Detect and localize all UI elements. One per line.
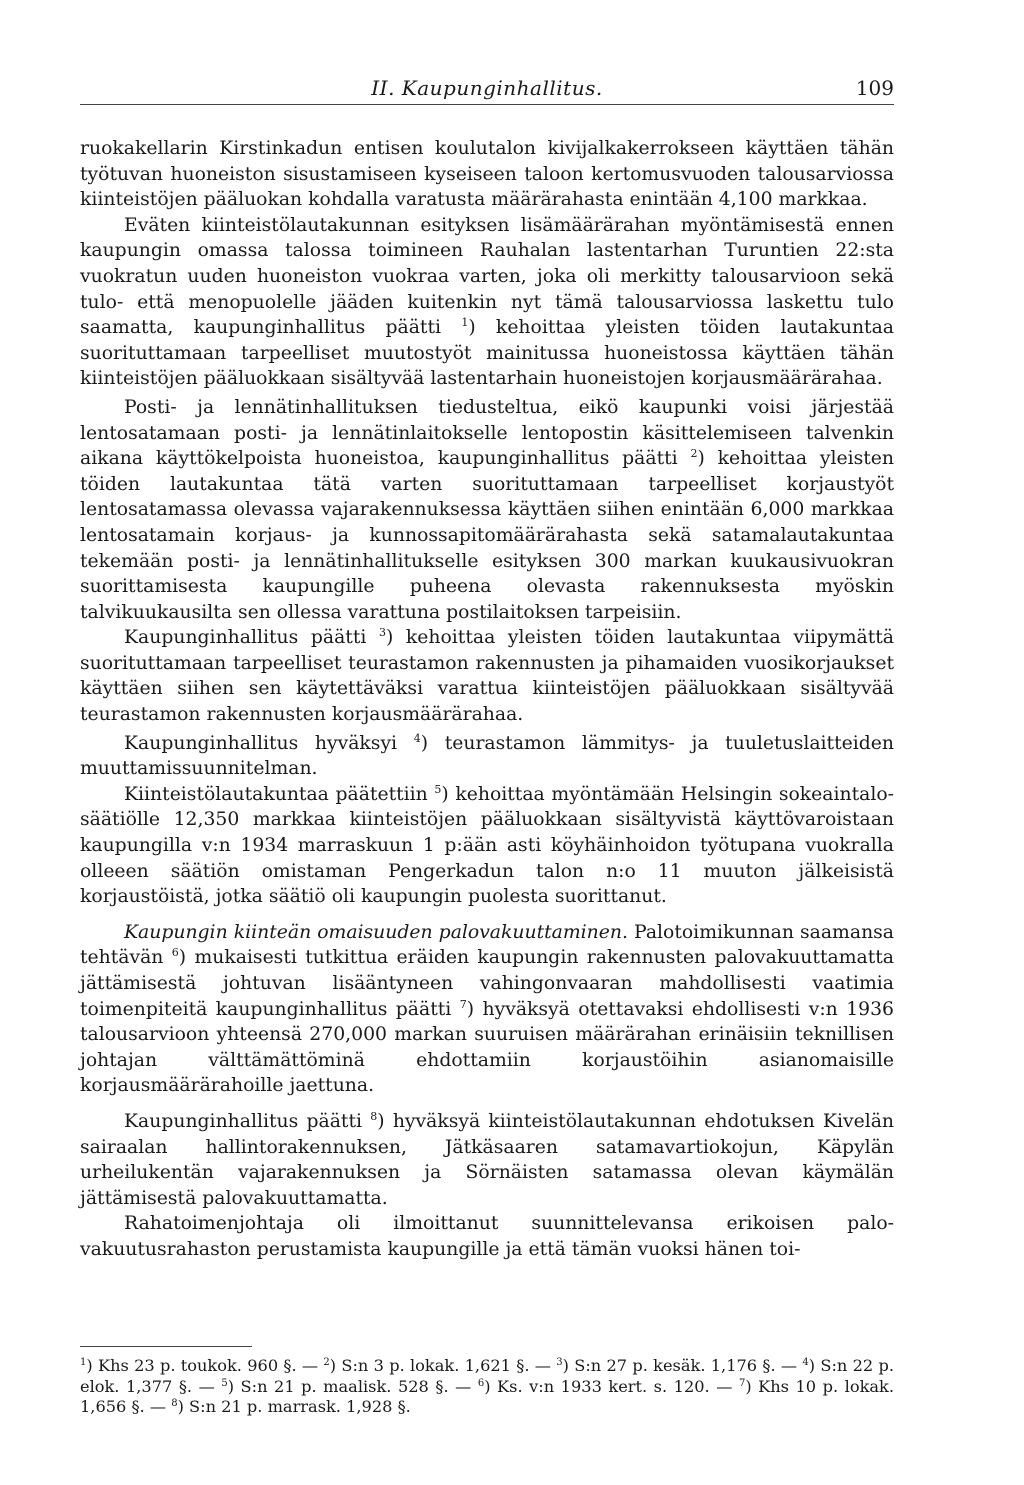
text-run: ) teurastamon lämmitys- ja tuuletuslaitteiden muuttamissuunnitelman.: [80, 732, 894, 780]
text-run: ) Khs 23 p. toukok. 960 §. —: [86, 1356, 324, 1375]
text-run: ) S:n 3 p. lokak. 1,621 §. —: [329, 1356, 557, 1375]
footnote-marker: 5: [221, 1377, 228, 1389]
text-run: ruokakellarin Kirstinkadun entisen koulutalon kivijalkakerrokseen käyttäen tähän työtuvan huoneiston sisustamiseen kyseiseen taloon kertomusvuoden talousarviossa kiinteistöjen pääluokan kohdalla varatusta määrärahasta enintään 4,100 markkaa.: [80, 138, 894, 211]
text-run: Kaupunginhallitus päätti: [124, 1110, 371, 1132]
text-run: Rahatoimenjohtaja oli ilmoittanut suunnittelevansa erikoisen palovakuutusrahaston perustamista kaupungille ja että tämän vuoksi hänen toi-: [80, 1213, 894, 1260]
paragraph: [80, 1109, 894, 1211]
text-run: Palotoimikunnan saamansa tehtävän: [80, 921, 894, 969]
running-header: [80, 74, 894, 105]
footnote-marker: 3: [556, 1357, 563, 1368]
text-run: ) S:n 21 p. maalisk. 528 §. —: [227, 1376, 478, 1396]
text-run: ) kehoittaa myöntämään Helsingin sokeaintalo-säätiölle 12,350 markkaa kiinteistöjen pääluokkaan sisältyvistä käyttövaroistaan kaupungilla v:n 1934 marraskuun 1 p:ään asti köyhäinhoidon työtupana vuokralla olleeen säätiön omistaman Pengerkadun talon n:o 11 muuton jälkeisistä korjaustöistä, jotka säätiö oli kaupungin puolesta suorittanut.: [80, 783, 895, 908]
footnote-marker: 4: [802, 1357, 809, 1368]
text-run: ) S:n 21 p. marrask. 1,928 §.: [177, 1397, 411, 1416]
footnote-marker: 8: [370, 1109, 378, 1123]
footnote-marker: 5: [434, 782, 442, 796]
paragraph: [80, 395, 894, 625]
text-run: Posti- ja lennätinhallituksen tiedusteltua, eikö kaupunki voisi järjestää lentosatamaan posti- ja lennätinlaitokselle lentopostin käsittelemiseen talvenkin aikana käyttökelpoista huoneistoa, kaupunginhallitus päätti: [80, 396, 894, 470]
footnote-marker: 7: [459, 997, 467, 1011]
text-run: ) kehoittaa yleisten töiden lautakuntaa suorituttamaan tarpeelliset muutostyöt mainitussa huoneistossa käyttäen tähän kiinteistöjen pääluokkaan sisältyvää lastentarhain huoneistojen korjausmäärärahaa.: [80, 317, 894, 390]
footnote-marker: 1: [461, 316, 469, 330]
page-number: 109: [855, 76, 894, 100]
footnote-marker: 2: [690, 447, 698, 461]
paragraph: [80, 1211, 894, 1262]
text-run: ) kehoittaa yleisten töiden lautakuntaa tätä varten suorituttamaan tarpeelliset korjaustyöt lentosatamassa olevassa vajarakennuksessa käyttäen siihen enintään 6,000 markkaa lentosatamain korjaus- ja kunnossapitomäärärahasta sekä satamalautakuntaa tekemään posti- ja lennätinhallitukselle esityksen 300 markan kuukausivuokran suorittamisesta kaupungille puheena olevasta rakennuksesta myöskin talvikuukausilta sen ollessa varattuna postilaitoksen tarpeisiin.: [80, 448, 894, 623]
footnote-marker: 6: [171, 946, 179, 960]
text-run: ) mukaisesti tutkittua eräiden kaupungin rakennusten palovakuuttamatta jättämisestä johtuvan lisääntyneen vahingonvaaran mahdollisesti vaatimia toimenpiteitä kaupunginhallitus päätti: [80, 947, 894, 1020]
footnote-marker: 6: [477, 1377, 485, 1389]
text-run: ) hyväksyä kiinteistölautakunnan ehdotuksen Kivelän sairaalan hallintorakennuksen, Jätkäsaaren satamavartiokojun, Käpylän urheilukentän vajarakennuksen ja Sörnäisten satamassa olevan käymälän jättämisestä palovakuuttamatta.: [80, 1110, 894, 1209]
footnotes: [80, 1356, 894, 1418]
text-run: ) kehoittaa yleisten töiden lautakuntaa viipymättä suorituttamaan tarpeelliset teurastamon rakennusten ja pihamaiden vuosikorjaukset käyttäen siihen sen käytettäväksi varattua kiinteistöjen pääluokkaan sisältyvää teurastamon rakennusten korjausmäärärahaa.: [80, 627, 894, 726]
paragraph: [80, 782, 894, 910]
text-run: ) Ks. v:n 1933 kert. s. 120. —: [484, 1376, 739, 1396]
paragraph: [80, 920, 894, 1099]
footnote-marker: 7: [738, 1377, 746, 1389]
footnote-marker: 3: [378, 626, 386, 640]
text-run: Kiinteistölautakuntaa päätettiin: [124, 783, 435, 805]
text-run: Eväten kiinteistölautakunnan esityksen lisämäärärahan myöntämisestä ennen kaupungin omassa talossa toimineen Rauhalan lastentarhan Turuntien 22:sta vuokratun uuden huoneiston vuokraa varten, joka oli merkitty talousarvioon sekä tulo- että menopuolelle jääden kuitenkin nyt tämä talousarviossa laskettu tulo saamatta, kaupunginhallitus päätti: [80, 214, 894, 339]
running-title: II. Kaupunginhallitus.: [371, 76, 603, 100]
section-heading: Kaupungin kiinteän omaisuuden palovakuuttaminen.: [124, 921, 628, 943]
paragraph: [80, 213, 894, 392]
text-run: Kaupunginhallitus päätti: [124, 627, 379, 649]
paragraph: [80, 136, 894, 213]
text-run: ) Khs 10 p. lokak. 1,656 §. —: [80, 1376, 894, 1416]
footnote-marker: 4: [413, 731, 421, 745]
footnote-marker: 2: [323, 1357, 330, 1368]
footnote-marker: 1: [80, 1357, 87, 1368]
text-run: Kaupunginhallitus hyväksyi: [124, 732, 414, 754]
text-run: ) hyväksyä otettavaksi ehdollisesti v:n 1936 talousarvioon yhteensä 270,000 markan suuruisen määrärahan erinäisiin teknillisen johtajan välttämättöminä ehdottamiin korjaustöihin asianomaisille korjausmäärärahoille jaettuna.: [80, 998, 894, 1097]
paragraph: [80, 625, 894, 727]
text-run: ) S:n 27 p. kesäk. 1,176 §. —: [562, 1356, 803, 1375]
footnote-marker: 8: [171, 1398, 178, 1409]
paragraph: [80, 731, 894, 782]
text-run: ) S:n 22 p. elok. 1,377 §. —: [80, 1356, 895, 1396]
body-text: [80, 136, 894, 1263]
footnote-rule: [80, 1346, 252, 1347]
